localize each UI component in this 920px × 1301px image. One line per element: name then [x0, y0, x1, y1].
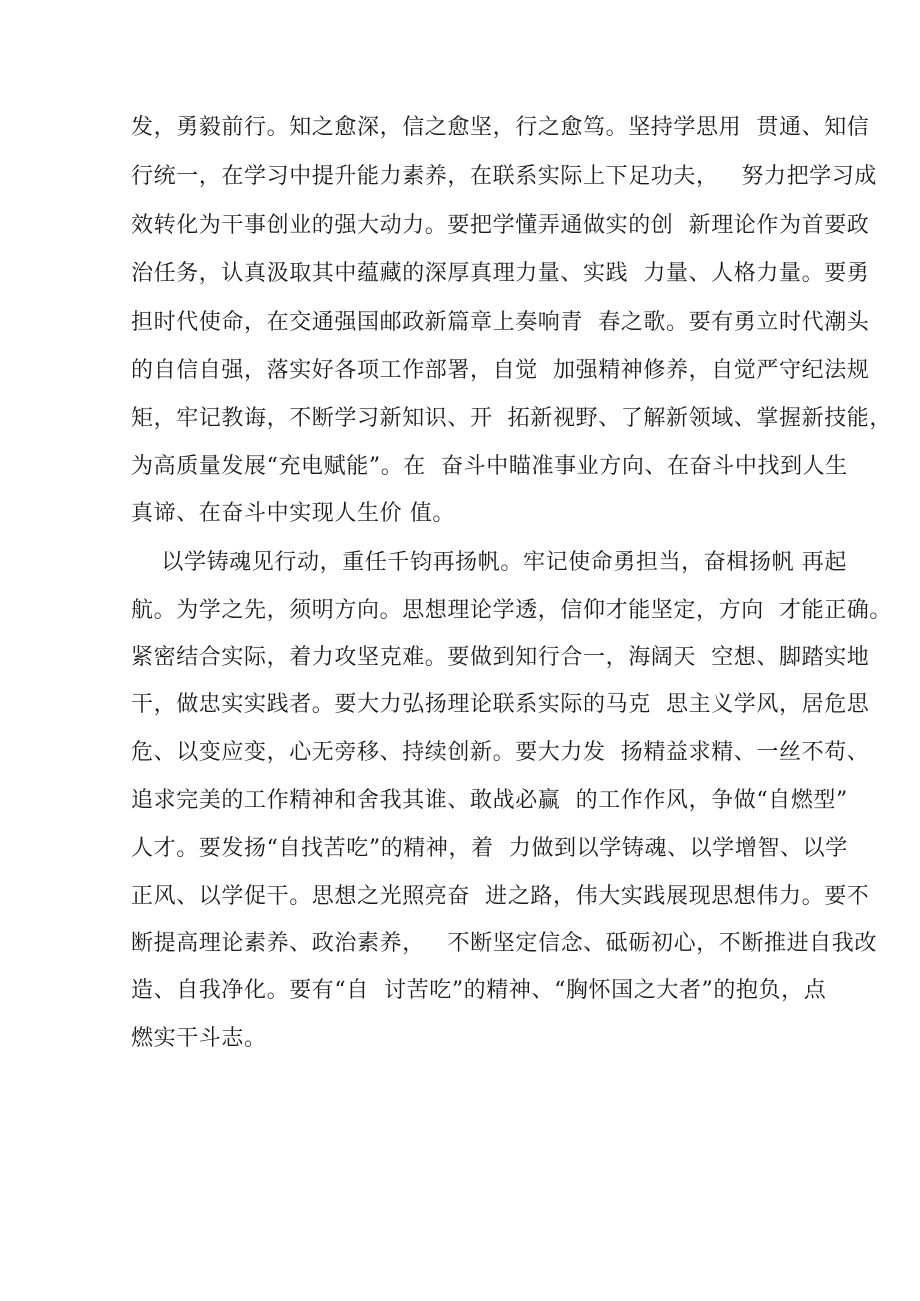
paragraph-line: 航。为学之先，须明方向。思想理论学透，信仰才能坚定，方向 才能正确。	[131, 598, 892, 623]
paragraph-line: 真谛、在奋斗中实现人生价 值。	[131, 501, 455, 526]
paragraph-line: 人才。要发扬“自找苦吃”的精神，着 力做到以学铸魂、以学增智、以学	[131, 836, 848, 861]
paragraph-line: 效转化为干事创业的强大动力。要把学懂弄通做实的创 新理论作为首要政	[131, 213, 870, 238]
paragraph-line: 矩，牢记教诲，不断学习新知识、开 拓新视野、了解新领域、掌握新技能，	[131, 406, 892, 431]
paragraph-line: 发，勇毅前行。知之愈深，信之愈坚，行之愈笃。坚持学思用 贯通、知信	[131, 115, 870, 140]
paragraph-line: 行统一，在学习中提升能力素养，在联系实际上下足功夫， 努力把学习成	[131, 164, 877, 189]
paragraph-line: 危、以变应变，心无旁移、持续创新。要大力发 扬精益求精、一丝不苟、	[131, 740, 870, 765]
paragraph-line: 的自信自强，落实好各项工作部署，自觉 加强精神修养，自觉严守纪法规	[131, 358, 870, 383]
paragraph-line: 为高质量发展“充电赋能”。在 奋斗中瞄准事业方向、在奋斗中找到人生	[131, 454, 848, 479]
paragraph-line: 燃实干斗志。	[131, 1026, 267, 1051]
paragraph-line: 干，做忠实实践者。要大力弘扬理论联系实际的马克 思主义学风，居危思	[131, 692, 870, 717]
paragraph-line: 治任务，认真汲取其中蕴藏的深厚真理力量、实践 力量、人格力量。要勇	[131, 261, 870, 286]
paragraph-line: 以学铸魂见行动，重任千钧再扬帆。牢记使命勇担当，奋楫扬帆 再起	[131, 550, 847, 575]
paragraph-line: 紧密结合实际，着力攻坚克难。要做到知行合一，海阔天 空想、脚踏实地	[131, 645, 870, 670]
paragraph-line: 担时代使命，在交通强国邮政新篇章上奏响青 春之歌。要有勇立时代潮头	[131, 310, 870, 335]
paragraph-line: 造、自我净化。要有“自 讨苦吃”的精神、“胸怀国之大者”的抱负，点	[131, 978, 827, 1003]
paragraph-line: 正风、以学促干。思想之光照亮奋 进之路，伟大实践展现思想伟力。要不	[131, 884, 870, 909]
paragraph-line: 追求完美的工作精神和舍我其谁、敢战必赢 的工作作风，争做“自燃型”	[131, 788, 848, 813]
paragraph-line: 断提高理论素养、政治素养， 不断坚定信念、砥砺初心，不断推进自我改	[131, 931, 877, 956]
